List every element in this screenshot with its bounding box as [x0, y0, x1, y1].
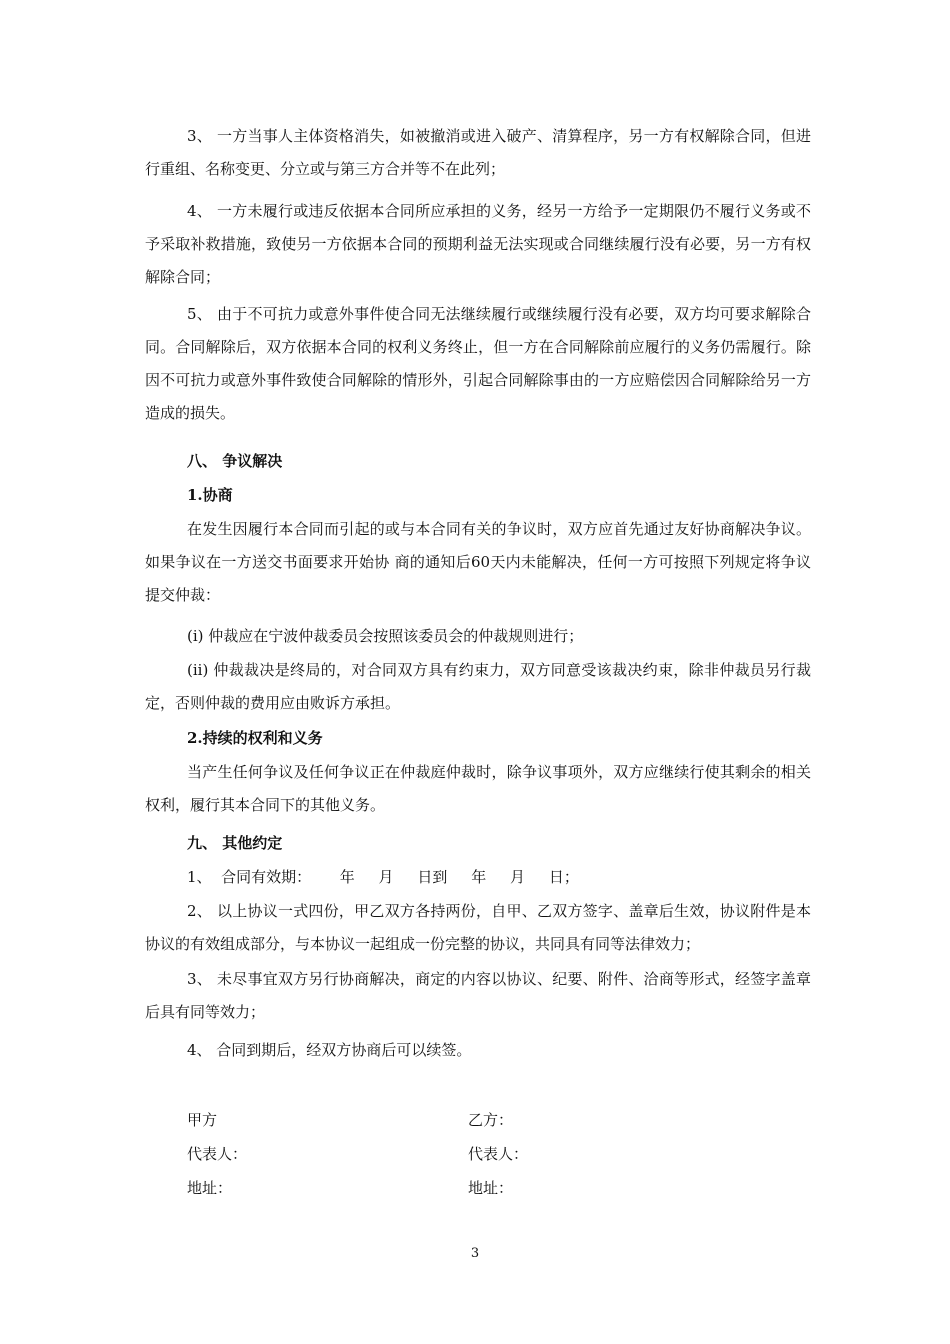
party-a-label: 甲方 — [187, 1111, 218, 1129]
other-clause-3-paragraph: 3、 未尽事宜双方另行协商解决，商定的内容以协议、纪要、附件、洽商等形式，经签字盖章后具有同等效力； — [145, 970, 811, 1021]
clause-4-paragraph: 4、 一方未履行或违反依据本合同所应承担的义务，经另一方给予一定期限仍不履行义务或不予采取补救措施，致使另一方依据本合同的预期利益无法实现或合同继续履行没有必要，另一方有权解除合同； — [145, 202, 811, 286]
continuing-rights-paragraph: 当产生任何争议及任何争议正在仲裁庭仲裁时，除争议事项外，双方应继续行使其剩余的相关权利，履行其本合同下的其他义务。 — [145, 763, 811, 814]
subsection-negotiation-heading: 1.协商 — [187, 486, 233, 504]
section-8-heading: 八、 争议解决 — [187, 452, 283, 470]
other-clause-4-line: 4、 合同到期后，经双方协商后可以续签。 — [187, 1041, 472, 1059]
party-b-address: 地址： — [468, 1179, 514, 1197]
arbitration-item-i: (i) 仲裁应在宁波仲裁委员会按照该委员会的仲裁规则进行； — [187, 627, 584, 645]
other-clause-2-paragraph: 2、 以上协议一式四份，甲乙双方各持两份，自甲、乙双方签字、盖章后生效，协议附件是本协议的有效组成部分，与本协议一起组成一份完整的协议，共同具有同等法律效力； — [145, 902, 811, 953]
section-9-heading: 九、 其他约定 — [187, 834, 283, 852]
negotiation-paragraph: 在发生因履行本合同而引起的或与本合同有关的争议时，双方应首先通过友好协商解决争议。如果争议在一方送交书面要求开始协 商的通知后60天内未能解决，任何一方可按照下列规定将争议提交仲裁： — [145, 520, 811, 604]
page-number: 3 — [470, 1246, 480, 1261]
contract-validity-line: 1、 合同有效期： 年 月 日到 年 月 日； — [187, 868, 579, 886]
clause-5-paragraph: 5、 由于不可抗力或意外事件使合同无法继续履行或继续履行没有必要，双方均可要求解除合同。合同解除后，双方依据本合同的权利义务终止，但一方在合同解除前应履行的义务仍需履行。除因不可抗力或意外事件致使合同解除的情形外，引起合同解除事由的一方应赔偿因合同解除给另一方造成的损失。 — [145, 305, 811, 422]
party-a-representative: 代表人： — [187, 1145, 248, 1163]
party-a-address: 地址： — [187, 1179, 233, 1197]
subsection-continuing-rights-heading: 2.持续的权利和义务 — [187, 729, 323, 747]
arbitration-item-ii: (ii) 仲裁裁决是终局的，对合同双方具有约束力，双方同意受该裁决约束，除非仲裁员另行裁定，否则仲裁的费用应由败诉方承担。 — [145, 661, 811, 712]
party-b-label: 乙方： — [468, 1111, 514, 1129]
clause-3-paragraph: 3、 一方当事人主体资格消失，如被撤消或进入破产、清算程序，另一方有权解除合同，但进行重组、名称变更、分立或与第三方合并等不在此列； — [145, 127, 811, 178]
party-b-representative: 代表人： — [468, 1145, 529, 1163]
